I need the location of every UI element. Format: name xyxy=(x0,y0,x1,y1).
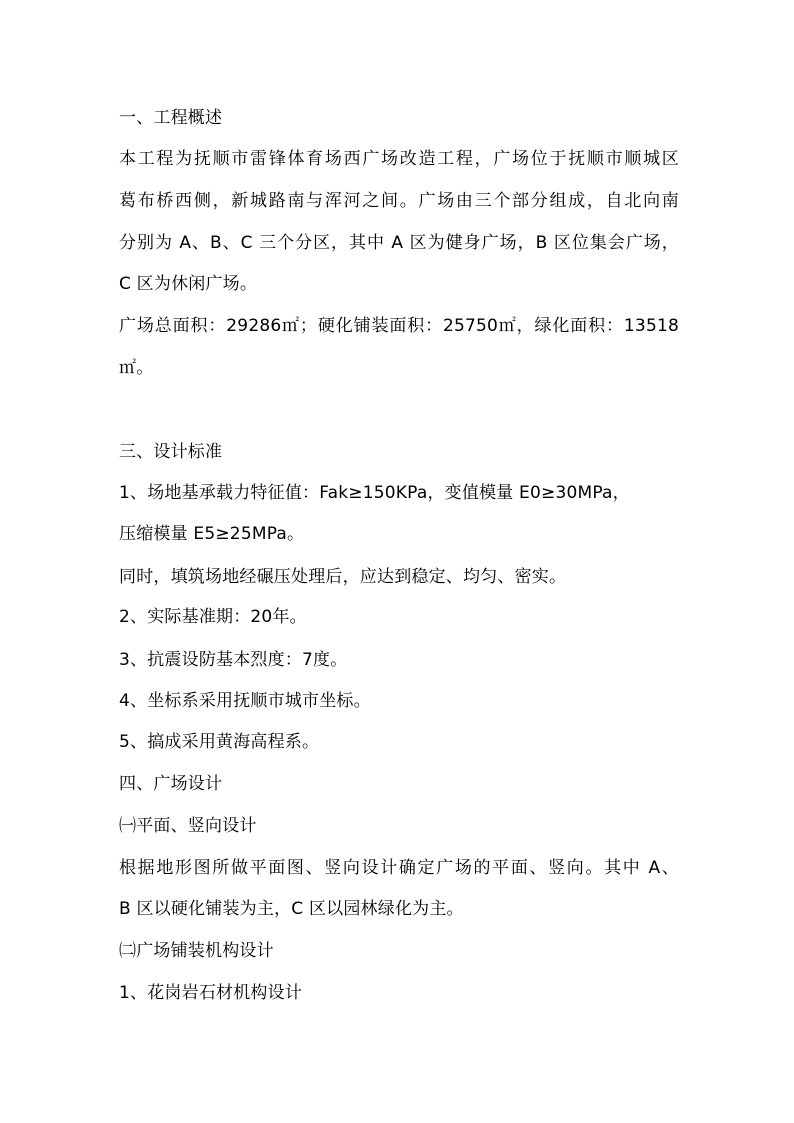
subheading-plan-vertical: ㈠平面、竖向设计 xyxy=(119,816,257,836)
standard-item-2: 2、实际基准期：20年。 xyxy=(119,607,307,627)
paragraph-line: 本工程为抚顺市雷锋体育场西广场改造工程，广场位于抚顺市顺城区 xyxy=(119,149,679,169)
subheading-paving-structure: ㈡广场铺装机构设计 xyxy=(119,941,274,961)
area-line-end: ㎡。 xyxy=(119,358,154,378)
paragraph-line: 葛布桥西侧，新城路南与浑河之间。广场由三个部分组成，自北向南 xyxy=(119,191,679,211)
standard-note: 同时，填筑场地经碾压处理后，应达到稳定、均匀、密实。 xyxy=(119,567,567,587)
standard-item-4: 4、坐标系采用抚顺市城市坐标。 xyxy=(119,691,371,711)
standard-item-5: 5、搞成采用黄海高程系。 xyxy=(119,732,320,752)
heading-square-design: 四、广场设计 xyxy=(119,774,223,794)
standard-item-1-cont: 压缩模量 E5≥25MPa。 xyxy=(119,524,305,544)
paragraph-line: 分别为 A、B、C 三个分区，其中 A 区为健身广场，B 区位集会广场， xyxy=(119,233,679,253)
area-line: 广场总面积：29286㎡；硬化铺装面积：25750㎡，绿化面积：13518 xyxy=(119,316,679,336)
paving-item-1: 1、花岗岩石材机构设计 xyxy=(119,983,303,1003)
standard-item-1: 1、场地基承载力特征值：Fak≥150KPa，变值模量 E0≥30MPa， xyxy=(119,483,630,503)
standard-item-3: 3、抗震设防基本烈度：7度。 xyxy=(119,650,348,670)
heading-design-standards: 三、设计标准 xyxy=(119,442,223,462)
heading-project-overview: 一、工程概述 xyxy=(119,108,223,128)
paragraph-line: C 区为休闲广场。 xyxy=(119,274,258,294)
paragraph-line: 根据地形图所做平面图、竖向设计确定广场的平面、竖向。其中 A、 xyxy=(119,858,679,878)
paragraph-line: B 区以硬化铺装为主，C 区以园林绿化为主。 xyxy=(119,899,464,919)
